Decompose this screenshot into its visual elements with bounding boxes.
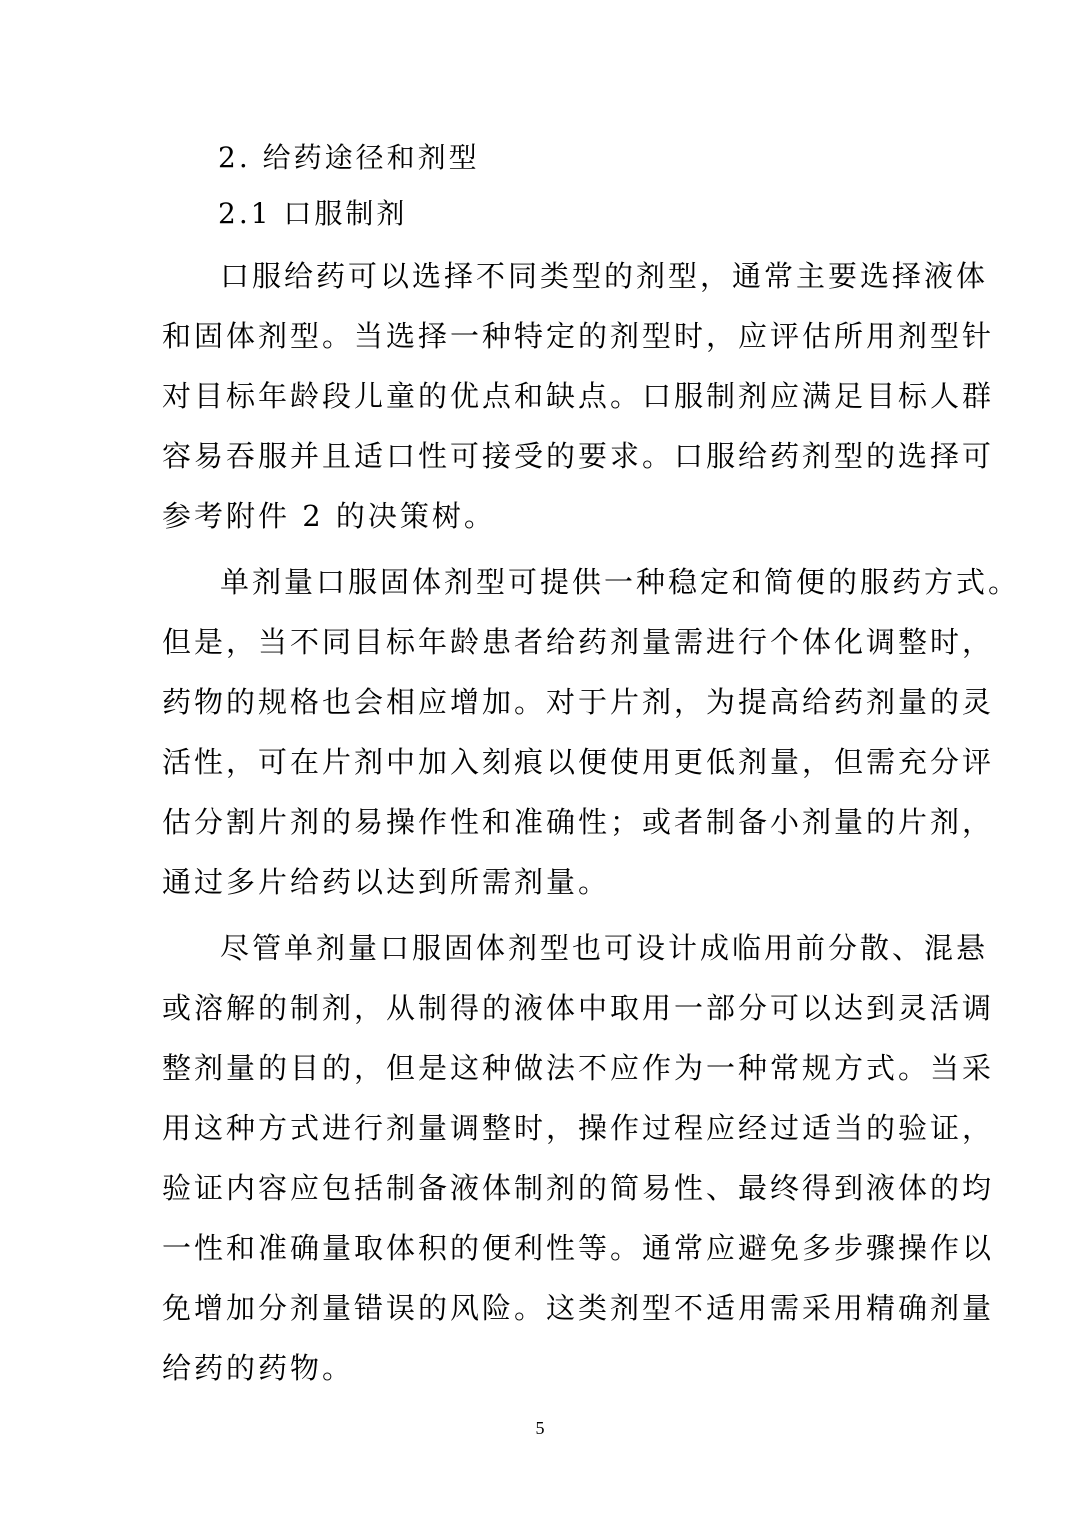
- paragraph-line: 单剂量口服固体剂型可提供一种稳定和简便的服药方式。: [220, 565, 1021, 599]
- paragraph-line: 给药的药物。: [162, 1351, 355, 1385]
- paragraph-line: 估分割片剂的易操作性和准确性；或者制备小剂量的片剂，: [162, 805, 995, 839]
- paragraph-line: 药物的规格也会相应增加。对于片剂，为提高给药剂量的灵: [162, 685, 995, 719]
- paragraph-line: 和固体剂型。当选择一种特定的剂型时，应评估所用剂型针: [162, 319, 995, 353]
- section-heading: 2. 给药途径和剂型: [218, 141, 480, 174]
- paragraph-line: 对目标年龄段儿童的优点和缺点。口服制剂应满足目标人群: [162, 379, 995, 413]
- paragraph-line: 容易吞服并且适口性可接受的要求。口服给药剂型的选择可: [162, 439, 995, 473]
- paragraph-3: [162, 918, 995, 1398]
- paragraph-line: 活性，可在片剂中加入刻痕以便使用更低剂量，但需充分评: [162, 745, 995, 779]
- paragraph-line: 通过多片给药以达到所需剂量。: [162, 865, 611, 899]
- paragraph-line: 整剂量的目的，但是这种做法不应作为一种常规方式。当采: [162, 1051, 995, 1085]
- paragraph-line: 一性和准确量取体积的便利性等。通常应避免多步骤操作以: [162, 1231, 995, 1265]
- document-body: [162, 130, 1021, 1404]
- paragraph-line: 或溶解的制剂，从制得的液体中取用一部分可以达到灵活调: [162, 991, 995, 1025]
- page-number: 5: [535, 1418, 545, 1438]
- paragraph-line: 参考附件 2 的决策树。: [162, 499, 496, 533]
- paragraph-line: 尽管单剂量口服固体剂型也可设计成临用前分散、混悬: [220, 931, 989, 965]
- paragraph-2: [162, 552, 1021, 912]
- paragraph-line: 但是，当不同目标年龄患者给药剂量需进行个体化调整时，: [162, 625, 995, 659]
- paragraph-line: 口服给药可以选择不同类型的剂型，通常主要选择液体: [220, 259, 989, 293]
- subsection-heading: 2.1 口服制剂: [218, 197, 408, 230]
- paragraph-line: 用这种方式进行剂量调整时，操作过程应经过适当的验证，: [162, 1111, 995, 1145]
- paragraph-line: 验证内容应包括制备液体制剂的简易性、最终得到液体的均: [162, 1171, 995, 1205]
- paragraph-line: 免增加分剂量错误的风险。这类剂型不适用需采用精确剂量: [162, 1291, 995, 1325]
- paragraph-1: [162, 246, 995, 546]
